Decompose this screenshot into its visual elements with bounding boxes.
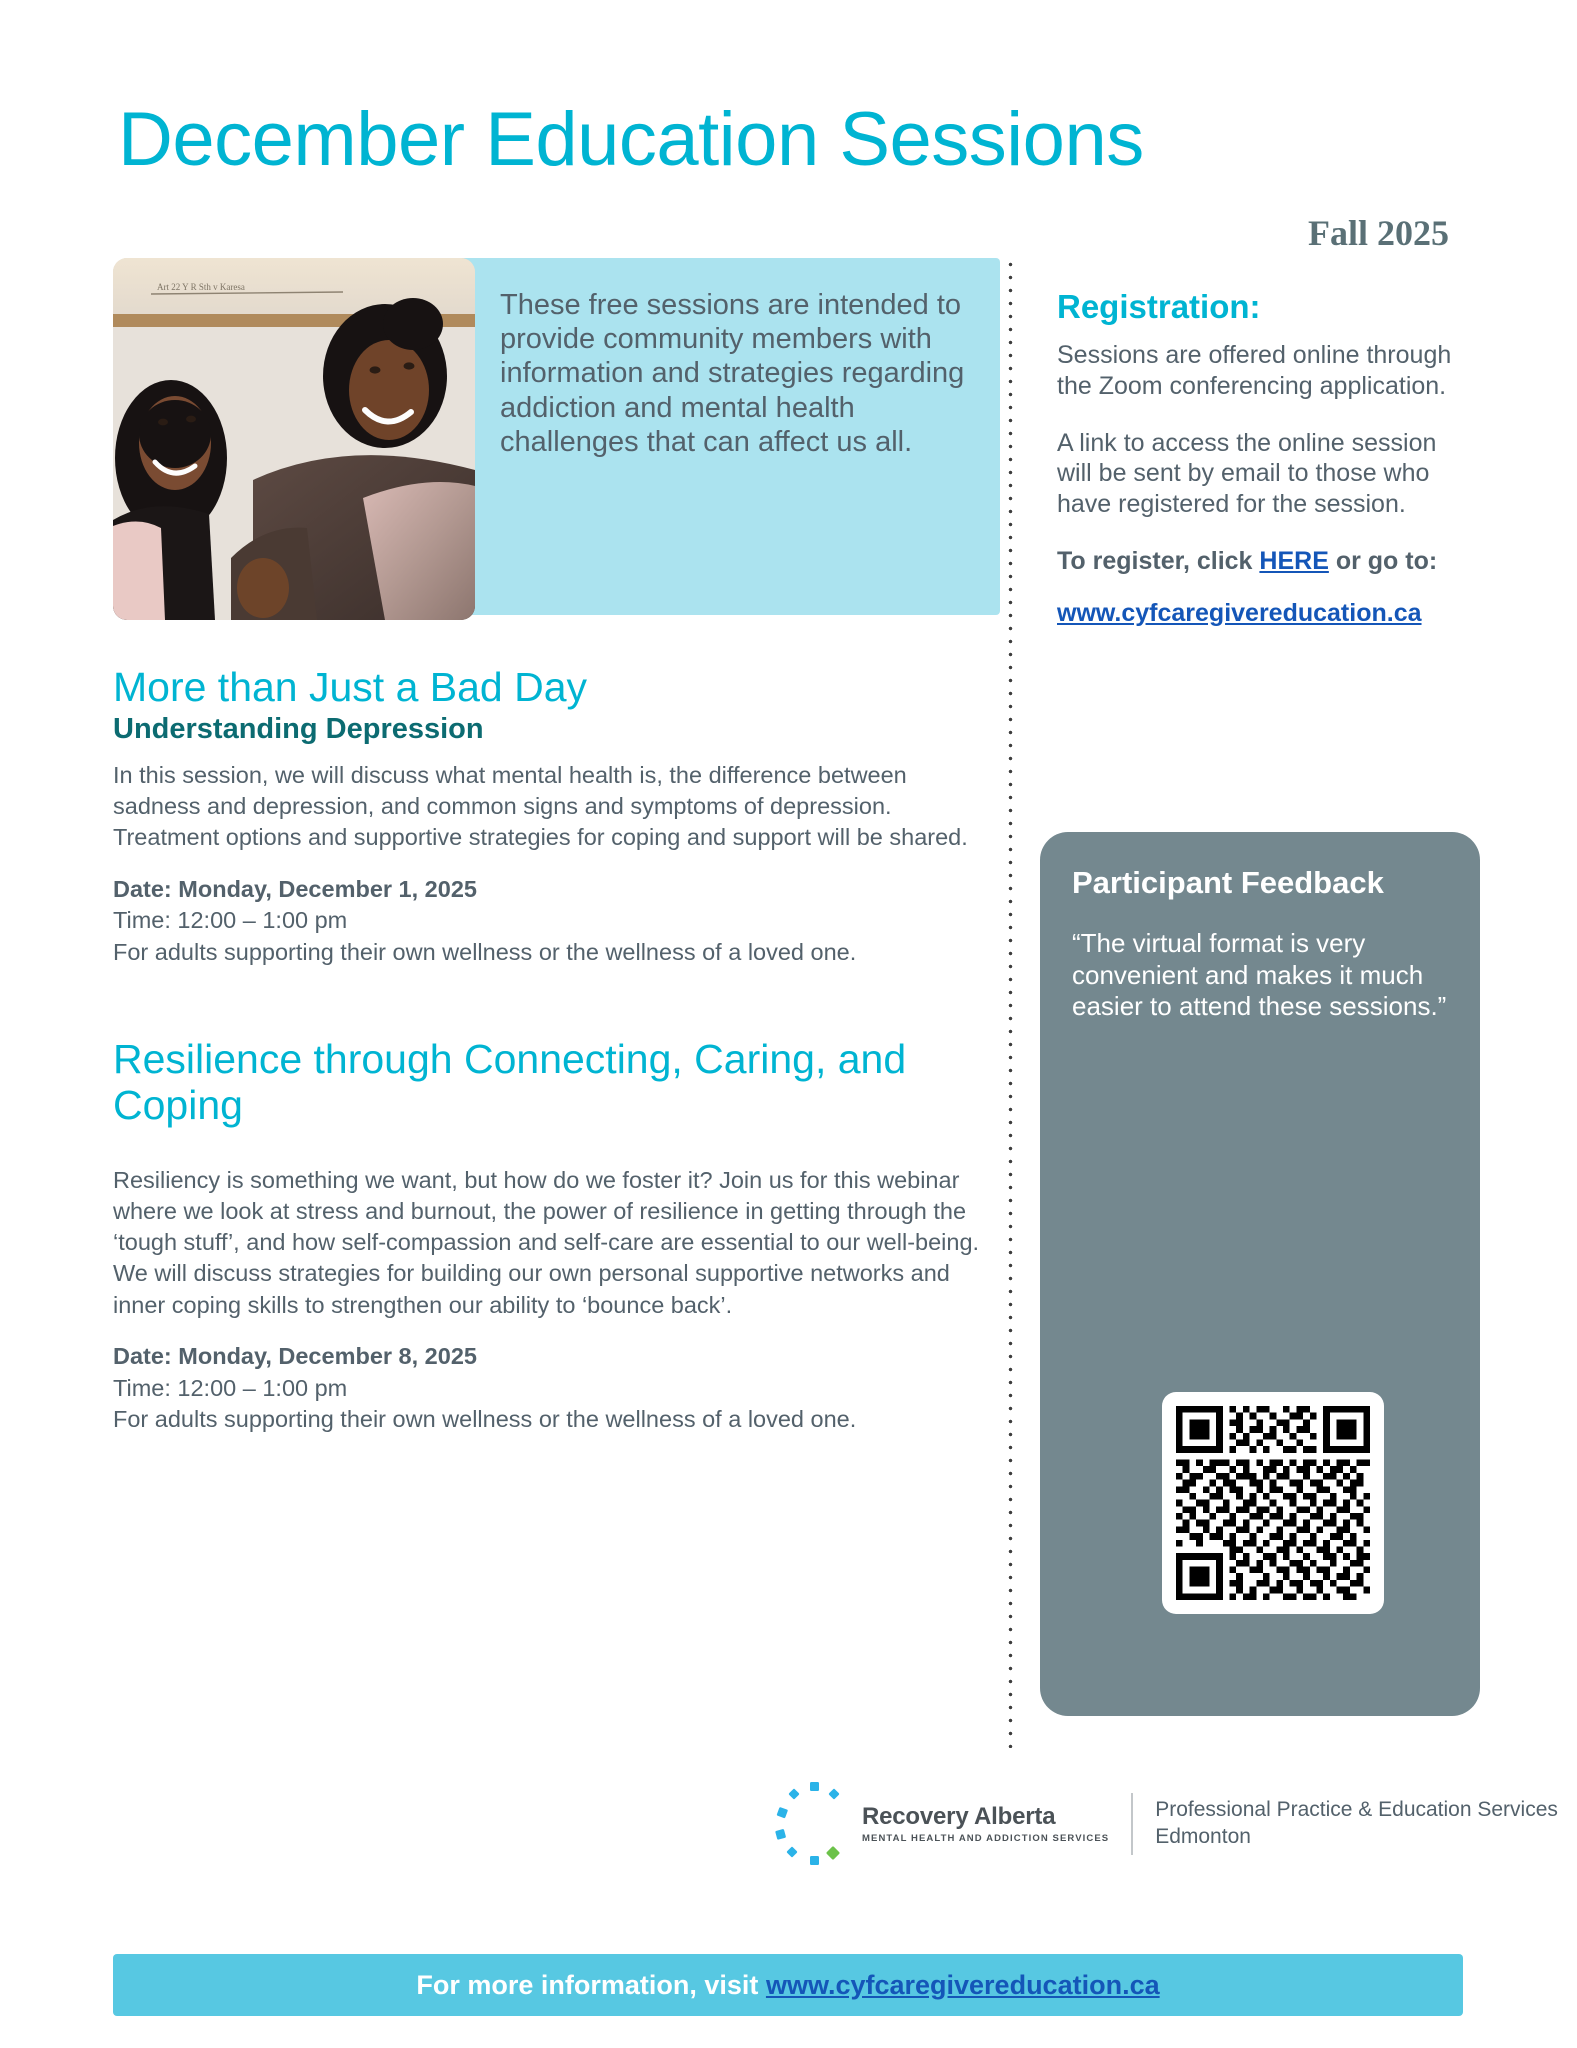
registration-paragraph-2: A link to access the online session will be sent by email to those who have registered for the session. — [1057, 428, 1437, 518]
recovery-alberta-wordmark — [862, 1804, 1109, 1844]
session-title: Resilience through Connecting, Caring, and Coping — [113, 1035, 907, 1128]
session-date: Date: Monday, December 8, 2025 — [113, 1342, 477, 1369]
org-tagline: MENTAL HEALTH AND ADDICTION SERVICES — [862, 1833, 1110, 1845]
feedback-title: Participant Feedback — [1072, 865, 1384, 900]
registration-block — [1057, 288, 1477, 628]
intro-photo — [113, 258, 475, 620]
session-meta — [113, 1341, 993, 1436]
session-time: Time: 12:00 – 1:00 pm — [113, 907, 348, 934]
footer-logo — [770, 1778, 1558, 1870]
cta-suffix-text: or go to: — [1328, 546, 1438, 575]
session-audience: For adults supporting their own wellness or the wellness of a loved one. — [113, 939, 857, 966]
logo-divider — [1131, 1793, 1133, 1855]
sessions-list — [113, 665, 993, 1446]
session-title: More than Just a Bad Day — [113, 664, 588, 710]
department-block — [1155, 1797, 1558, 1851]
page-title: December Education Sessions — [118, 97, 1144, 182]
vertical-dotted-divider — [1008, 258, 1013, 1748]
session-time: Time: 12:00 – 1:00 pm — [113, 1374, 348, 1401]
intro-text: These free sessions are intended to provide community members with information and strategies regarding addiction and mental health challenges that can affect us all. — [500, 289, 965, 458]
registration-heading: Registration: — [1057, 288, 1261, 325]
svg-text:Art 22 Y R Sth v Karesa: Art 22 Y R Sth v Karesa — [157, 282, 245, 292]
department-line-1: Professional Practice & Education Services — [1155, 1798, 1558, 1822]
season-label: Fall 2025 — [1308, 213, 1449, 253]
recovery-alberta-mark-icon — [770, 1778, 858, 1870]
banner-prefix: For more information, visit — [416, 1969, 766, 2000]
session-item — [113, 665, 993, 969]
register-here-link[interactable]: HERE — [1259, 546, 1329, 575]
session-subtitle: Understanding Depression — [113, 712, 484, 745]
session-audience: For adults supporting their own wellness or the wellness of a loved one. — [113, 1406, 857, 1433]
session-description: In this session, we will discuss what mental health is, the difference between sadness and depression, and common signs and symptoms of depression. Treatment options and supportive strategies for coping and support will be shared. — [113, 761, 968, 851]
org-name: Recovery Alberta — [862, 1802, 1056, 1830]
department-line-2: Edmonton — [1155, 1825, 1251, 1848]
banner-text — [416, 1970, 1159, 2001]
section-spacer — [113, 979, 993, 1037]
session-item — [113, 1037, 993, 1436]
qr-code[interactable] — [1162, 1392, 1384, 1614]
session-date: Date: Monday, December 1, 2025 — [113, 875, 477, 902]
registration-paragraph-1: Sessions are offered online through the Zoom conferencing application. — [1057, 341, 1452, 400]
session-description: Resiliency is something we want, but how do we foster it? Join us for this webinar where we look at stress and burnout, the power of resilience in getting through the ‘tough stuff’, and how self-compassion and self-care are essential to our well-being. We will discuss strategies for building our own personal supportive networks and inner coping skills to strengthen our ability to ‘bounce back’. — [113, 1166, 980, 1318]
feedback-quote: “The virtual format is very convenient and makes it much easier to attend these sessions.” — [1072, 928, 1447, 1022]
session-meta — [113, 874, 993, 969]
title-spacer — [113, 1131, 993, 1165]
registration-cta — [1057, 546, 1477, 577]
cta-prefix-text: To register, click — [1057, 546, 1260, 575]
banner-url-link[interactable]: www.cyfcaregivereducation.ca — [765, 1969, 1160, 2000]
bottom-banner — [113, 1954, 1463, 2016]
registration-url-link[interactable]: www.cyfcaregivereducation.ca — [1057, 598, 1422, 627]
